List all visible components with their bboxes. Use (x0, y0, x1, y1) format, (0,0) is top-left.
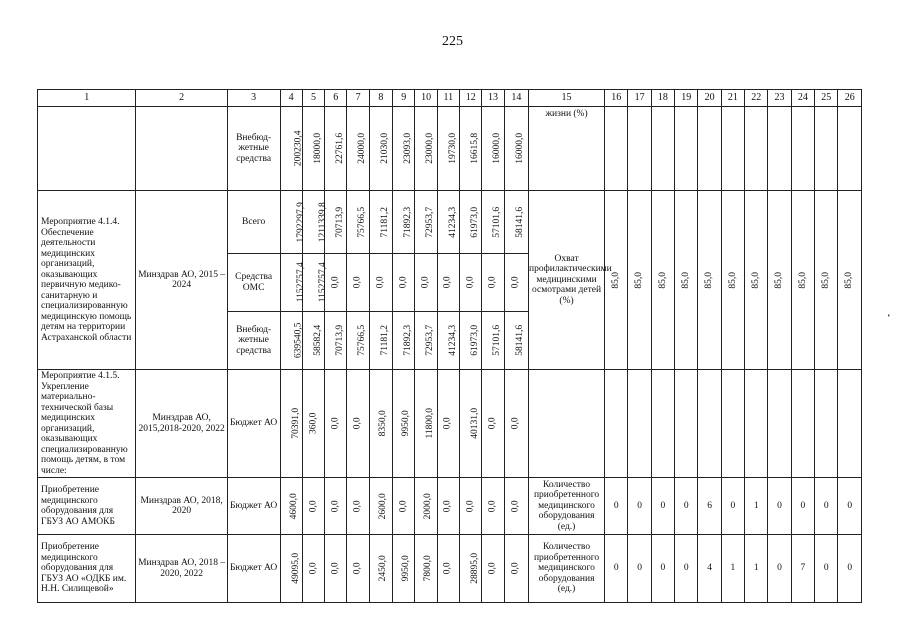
cell-value: 85,0 (727, 271, 738, 289)
empty-cell (529, 370, 605, 478)
funding-source: Всего (227, 191, 280, 254)
column-header: 23 (768, 90, 791, 107)
cell-value: 41234,3 (447, 206, 458, 238)
value-cell (415, 107, 437, 191)
value-cell (280, 191, 306, 254)
cell-value: 85,0 (680, 271, 691, 289)
value-cell (504, 312, 528, 370)
value-cell (325, 370, 347, 478)
target-cell: 0 (768, 478, 791, 535)
cell-value: 85,0 (634, 271, 645, 289)
value-cell (415, 191, 437, 254)
column-header: 18 (651, 90, 674, 107)
column-header: 6 (325, 90, 347, 107)
target-cell: 0 (675, 535, 698, 603)
value-cell (347, 535, 369, 603)
empty-cell (838, 107, 862, 191)
column-header: 9 (393, 90, 415, 107)
cell-value: 0,0 (465, 276, 476, 289)
cell-value: 0,0 (511, 276, 522, 289)
value-cell (460, 312, 482, 370)
cell-value: 2600,0 (377, 492, 388, 520)
value-cell (504, 478, 528, 535)
cell-value: 639540,5 (293, 322, 304, 359)
value-cell (369, 191, 392, 254)
target-cell (651, 191, 674, 370)
value-cell (415, 478, 437, 535)
empty-cell (721, 370, 744, 478)
value-cell (325, 478, 347, 535)
target-cell: 0 (651, 478, 674, 535)
cell-value: 0,0 (375, 276, 386, 289)
cell-value: 40131,0 (470, 408, 481, 439)
value-cell (437, 254, 459, 312)
cell-value: 0,0 (352, 500, 363, 512)
indicator-name: Охват профилактическими медицинскими осмотрами детей (%) (529, 191, 605, 370)
cell-value: 70713,9 (335, 325, 346, 356)
cell-value: 0,0 (308, 500, 319, 512)
cell-value: 0,0 (420, 276, 431, 289)
empty-cell (38, 107, 136, 191)
value-cell (347, 191, 369, 254)
value-cell (482, 254, 504, 312)
empty-cell (651, 370, 674, 478)
value-cell (369, 254, 392, 312)
target-cell: 0 (628, 478, 651, 535)
cell-value: 0,0 (487, 562, 498, 575)
empty-cell (768, 370, 791, 478)
empty-cell (136, 107, 227, 191)
value-cell (460, 478, 482, 535)
page-number: 225 (442, 34, 463, 49)
target-cell (698, 191, 721, 370)
target-cell (605, 191, 628, 370)
cell-value: 8350,0 (377, 410, 388, 437)
value-cell (460, 107, 482, 191)
value-cell (504, 254, 528, 312)
column-header: 15 (529, 90, 605, 107)
executor: Минздрав АО, 2015,2018-2020, 2022 (136, 370, 227, 478)
value-cell (347, 107, 369, 191)
target-cell: 1 (745, 535, 768, 603)
value-cell (325, 312, 347, 370)
column-header: 5 (302, 90, 324, 107)
value-cell (437, 191, 459, 254)
target-cell: 1 (745, 478, 768, 535)
target-cell: 0 (791, 478, 814, 535)
cell-value: 24000,0 (357, 133, 368, 164)
cell-value: 70713,9 (335, 206, 346, 238)
cell-value: 2450,0 (377, 555, 388, 582)
empty-cell (628, 370, 651, 478)
column-header: 26 (838, 90, 862, 107)
cell-value: 11800,0 (425, 408, 436, 439)
value-cell (393, 478, 415, 535)
target-cell: 0 (838, 478, 862, 535)
target-cell (628, 191, 651, 370)
cell-value: 7800,0 (423, 555, 434, 582)
value-cell (393, 191, 415, 254)
cell-value: 1152757,4 (295, 262, 306, 303)
value-cell (415, 370, 437, 478)
column-header: 16 (605, 90, 628, 107)
value-cell (369, 312, 392, 370)
cell-value: 41234,3 (447, 325, 458, 356)
measure-name: Мероприятие 4.1.5. Укрепление материально-технической базы медицинских организаций, оказывающих специализированную помощь детям, в том числе: (38, 370, 136, 478)
cell-value: 71892,3 (403, 206, 414, 238)
column-header: 21 (721, 90, 744, 107)
empty-cell (815, 107, 838, 191)
value-cell (280, 107, 302, 191)
value-cell (482, 370, 504, 478)
value-cell (347, 254, 369, 312)
value-cell (415, 535, 437, 603)
empty-cell (675, 370, 698, 478)
table-row (38, 535, 862, 603)
value-cell (460, 254, 482, 312)
value-cell (437, 478, 459, 535)
column-header: 12 (460, 90, 482, 107)
indicator-name: жизни (%) (529, 107, 605, 191)
target-cell: 0 (651, 535, 674, 603)
cell-value: 0,0 (511, 500, 522, 512)
target-cell: 4 (698, 535, 721, 603)
executor: Минздрав АО, 2018 – 2020, 2022 (136, 535, 227, 603)
cell-value: 4600,0 (288, 492, 299, 520)
cell-value: 0,0 (487, 500, 498, 512)
empty-cell (605, 370, 628, 478)
cell-value: 0,0 (330, 500, 341, 512)
table-row (38, 370, 862, 478)
measure-name: Приобретение медицинского оборудования для ГБУЗ АО «ОДКБ им. Н.Н. Силищевой» (38, 535, 136, 603)
empty-cell (791, 107, 814, 191)
cell-value: 49095,0 (290, 553, 301, 584)
table-row (38, 191, 862, 254)
cell-value: 85,0 (704, 271, 715, 289)
cell-value: 0,0 (511, 562, 522, 575)
cell-value: 75766,5 (357, 325, 368, 356)
cell-value: 0,0 (330, 417, 341, 430)
value-cell (415, 254, 437, 312)
target-cell (815, 191, 838, 370)
column-header: 14 (504, 90, 528, 107)
cell-value: 18000,0 (313, 133, 324, 164)
value-cell (280, 478, 302, 535)
funding-source: Внебюд-жетные средства (227, 107, 280, 191)
cell-value: 23000,0 (425, 133, 436, 164)
column-header: 8 (369, 90, 392, 107)
cell-value: 360,0 (308, 412, 319, 435)
empty-cell (651, 107, 674, 191)
empty-cell (605, 107, 628, 191)
target-cell (745, 191, 768, 370)
cell-value: 61973,0 (470, 325, 481, 356)
empty-cell (745, 370, 768, 478)
header-row (38, 90, 862, 107)
value-cell (369, 478, 392, 535)
column-header: 10 (415, 90, 437, 107)
cell-value: 71181,2 (379, 206, 390, 238)
cell-value: 71892,3 (403, 325, 414, 356)
target-cell (838, 191, 862, 370)
target-cell (721, 191, 744, 370)
cell-value: 85,0 (657, 271, 668, 289)
value-cell (504, 191, 528, 254)
value-cell (302, 370, 324, 478)
value-cell (437, 370, 459, 478)
empty-cell (815, 370, 838, 478)
cell-value: 58582,4 (313, 325, 324, 356)
empty-cell (791, 370, 814, 478)
value-cell (347, 478, 369, 535)
value-cell (460, 370, 482, 478)
value-cell (437, 312, 459, 370)
target-cell: 0 (675, 478, 698, 535)
value-cell (302, 535, 324, 603)
cell-value: 70391,0 (290, 408, 301, 439)
value-cell (482, 478, 504, 535)
empty-cell (698, 107, 721, 191)
measure-name: Приобретение медицинского оборудования для ГБУЗ АО АМОКБ (38, 478, 136, 535)
cell-value: 0,0 (352, 562, 363, 575)
target-cell (791, 191, 814, 370)
value-cell (482, 535, 504, 603)
column-header: 19 (675, 90, 698, 107)
cell-value: 1152757,4 (317, 262, 328, 303)
cell-value: 22761,6 (335, 133, 346, 164)
value-cell (482, 312, 504, 370)
column-header: 4 (280, 90, 302, 107)
cell-value: 200230,4 (293, 130, 304, 167)
target-cell: 1 (721, 535, 744, 603)
cell-value: 0,0 (330, 276, 341, 289)
value-cell (280, 312, 302, 370)
funding-source: Бюджет АО (227, 370, 280, 478)
cell-value: 21030,0 (379, 133, 390, 164)
cell-value: 23093,0 (403, 133, 414, 164)
column-header: 11 (437, 90, 459, 107)
value-cell (369, 370, 392, 478)
value-cell (437, 535, 459, 603)
indicator-name: Количество приобретенного медицинского оборудования (ед.) (529, 478, 605, 535)
table-row (38, 107, 862, 191)
cell-value: 0,0 (443, 276, 454, 289)
empty-cell (698, 370, 721, 478)
cell-value: 16000,0 (492, 133, 503, 164)
funding-source: Средства ОМС (227, 254, 280, 312)
cell-value: 85,0 (611, 271, 621, 289)
value-cell (482, 191, 504, 254)
column-header: 24 (791, 90, 814, 107)
value-cell (437, 107, 459, 191)
cell-value: 0,0 (487, 417, 498, 430)
value-cell (504, 107, 528, 191)
cell-value: 0,0 (511, 417, 522, 430)
value-cell (280, 254, 306, 312)
stray-mark: ʻ (887, 312, 891, 324)
table-row (38, 478, 862, 535)
value-cell (280, 535, 302, 603)
value-cell (393, 312, 415, 370)
cell-value: 9950,0 (400, 410, 411, 437)
empty-cell (721, 107, 744, 191)
cell-value: 75766,5 (357, 206, 368, 238)
cell-value: 58141,6 (514, 206, 525, 238)
cell-value: 1792297,9 (295, 201, 306, 243)
cell-value: 0,0 (330, 562, 341, 575)
column-header: 1 (38, 90, 136, 107)
cell-value: 0,0 (443, 417, 454, 430)
cell-value: 0,0 (443, 500, 454, 512)
value-cell (325, 535, 347, 603)
value-cell (393, 370, 415, 478)
value-cell (302, 312, 324, 370)
executor: Минздрав АО, 2015 – 2024 (136, 191, 227, 370)
empty-cell (838, 370, 862, 478)
target-cell: 0 (605, 478, 628, 535)
column-header: 20 (698, 90, 721, 107)
cell-value: 0,0 (443, 562, 454, 575)
empty-cell (675, 107, 698, 191)
empty-cell (745, 107, 768, 191)
value-cell (504, 535, 528, 603)
cell-value: 85,0 (750, 271, 761, 289)
value-cell (369, 107, 392, 191)
funding-source: Внебюд-жетные средства (227, 312, 280, 370)
executor: Минздрав АО, 2018, 2020 (136, 478, 227, 535)
target-cell: 0 (815, 478, 838, 535)
cell-value: 57101,6 (492, 206, 503, 238)
value-cell (325, 107, 347, 191)
target-cell: 6 (698, 478, 721, 535)
value-cell (460, 535, 482, 603)
value-cell (415, 312, 437, 370)
cell-value: 58141,6 (514, 325, 525, 356)
empty-cell (768, 107, 791, 191)
value-cell (347, 312, 369, 370)
value-cell (369, 535, 392, 603)
program-table (37, 89, 862, 603)
target-cell: 7 (791, 535, 814, 603)
cell-value: 85,0 (820, 271, 831, 289)
value-cell (302, 107, 324, 191)
target-cell: 0 (605, 535, 628, 603)
cell-value: 0,0 (465, 500, 476, 512)
value-cell (302, 478, 324, 535)
column-header: 7 (347, 90, 369, 107)
value-cell (280, 370, 302, 478)
column-header: 3 (227, 90, 280, 107)
funding-source: Бюджет АО (227, 478, 280, 535)
indicator-name: Количество приобретенного медицинского оборудования (ед.) (529, 535, 605, 603)
cell-value: 72953,7 (425, 325, 436, 356)
target-cell: 0 (628, 535, 651, 603)
column-header: 13 (482, 90, 504, 107)
funding-source: Бюджет АО (227, 535, 280, 603)
value-cell (460, 191, 482, 254)
value-cell (347, 370, 369, 478)
target-cell: 0 (721, 478, 744, 535)
value-cell (482, 107, 504, 191)
target-cell: 0 (768, 535, 791, 603)
column-header: 2 (136, 90, 227, 107)
cell-value: 85,0 (844, 271, 855, 289)
empty-cell (628, 107, 651, 191)
value-cell (393, 107, 415, 191)
target-cell: 0 (815, 535, 838, 603)
cell-value: 0,0 (352, 417, 363, 430)
cell-value: 71181,2 (379, 325, 390, 356)
cell-value: 0,0 (398, 276, 409, 289)
cell-value: 19730,0 (447, 133, 458, 164)
target-cell: 0 (838, 535, 862, 603)
value-cell (393, 535, 415, 603)
cell-value: 0,0 (398, 500, 409, 512)
measure-name: Мероприятие 4.1.4. Обеспечение деятельности медицинских организаций, оказывающих первичную медико-санитарную и специализированную медицинскую помощь детям на территории Астраханской области (38, 191, 136, 370)
target-cell (768, 191, 791, 370)
cell-value: 85,0 (797, 271, 808, 289)
cell-value: 0,0 (308, 562, 319, 575)
cell-value: 16615,8 (470, 133, 481, 164)
column-header: 22 (745, 90, 768, 107)
cell-value: 61973,0 (470, 206, 481, 238)
value-cell (504, 370, 528, 478)
column-header: 25 (815, 90, 838, 107)
cell-value: 2000,0 (423, 492, 434, 520)
cell-value: 57101,6 (492, 325, 503, 356)
target-cell (675, 191, 698, 370)
value-cell (393, 254, 415, 312)
cell-value: 85,0 (774, 271, 785, 289)
cell-value: 1211339,8 (317, 201, 328, 243)
cell-value: 9950,0 (400, 555, 411, 582)
cell-value: 0,0 (487, 276, 498, 289)
cell-value: 16000,0 (514, 133, 525, 164)
column-header: 17 (628, 90, 651, 107)
cell-value: 28895,0 (470, 553, 481, 584)
cell-value: 72953,7 (425, 206, 436, 238)
cell-value: 0,0 (352, 276, 363, 289)
